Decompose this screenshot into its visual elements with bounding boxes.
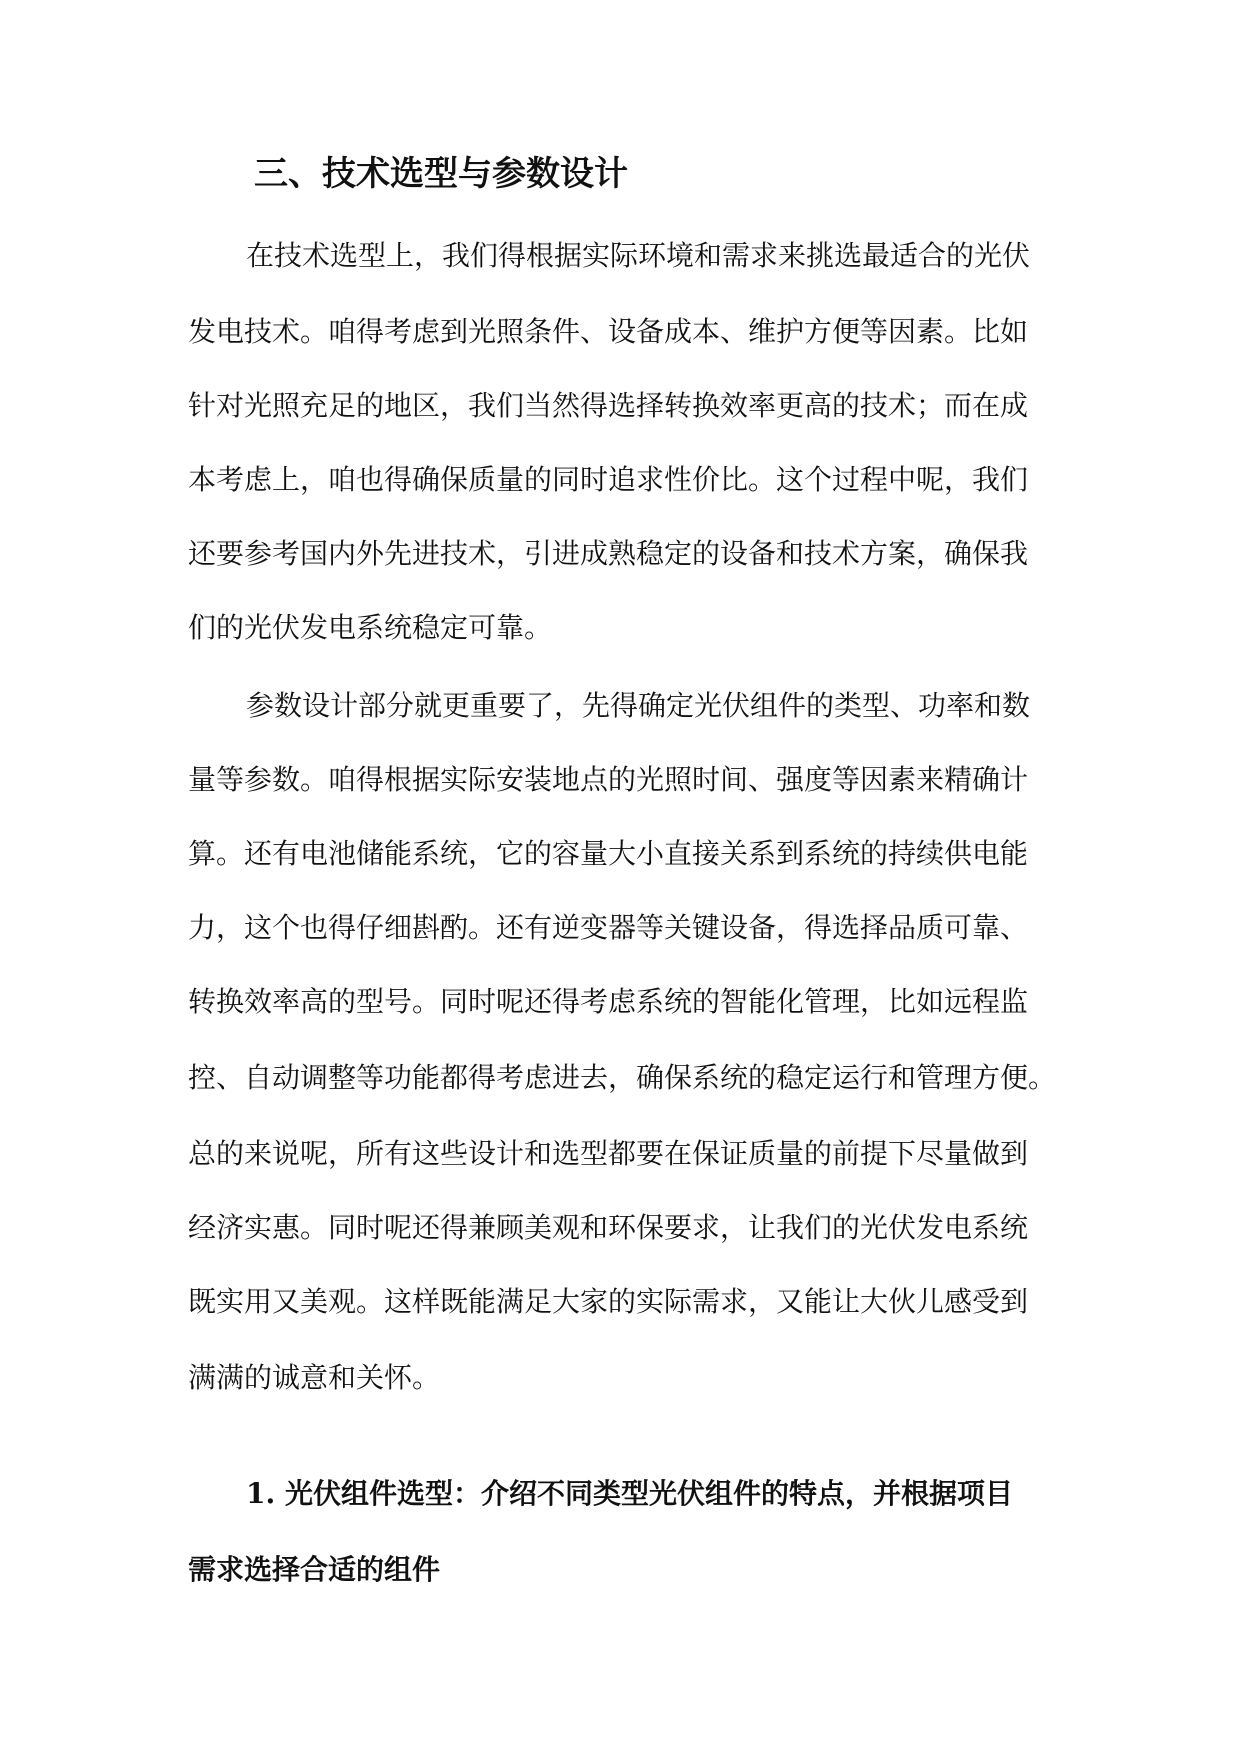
paragraph-2-line-7: 总的来说呢，所有这些设计和选型都要在保证质量的前提下尽量做到 bbox=[188, 1137, 1029, 1170]
section-heading: 三、技术选型与参数设计 bbox=[254, 154, 628, 194]
paragraph-2-line-5: 转换效率高的型号。同时呢还得考虑系统的智能化管理，比如远程监 bbox=[188, 985, 1029, 1018]
paragraph-1-line-1: 在技术选型上，我们得根据实际环境和需求来挑选最适合的光伏 bbox=[246, 239, 1031, 272]
paragraph-2-line-6: 控、自动调整等功能都得考虑进去，确保系统的稳定运行和管理方便。 bbox=[188, 1061, 1057, 1094]
subheading-line-2: 需求选择合适的组件 bbox=[188, 1553, 441, 1586]
paragraph-1-line-6: 们的光伏发电系统稳定可靠。 bbox=[188, 611, 553, 644]
paragraph-2-line-1: 参数设计部分就更重要了，先得确定光伏组件的类型、功率和数 bbox=[246, 689, 1031, 722]
paragraph-2-line-10: 满满的诚意和关怀。 bbox=[188, 1361, 441, 1394]
paragraph-1-line-4: 本考虑上，咱也得确保质量的同时追求性价比。这个过程中呢，我们 bbox=[188, 463, 1029, 496]
paragraph-1-line-5: 还要参考国内外先进技术，引进成熟稳定的设备和技术方案，确保我 bbox=[188, 537, 1029, 570]
paragraph-2-line-9: 既实用又美观。这样既能满足大家的实际需求，又能让大伙儿感受到 bbox=[188, 1285, 1029, 1318]
paragraph-2-line-3: 算。还有电池储能系统，它的容量大小直接关系到系统的持续供电能 bbox=[188, 837, 1029, 870]
subheading-line-1: 1. 光伏组件选型：介绍不同类型光伏组件的特点，并根据项目 bbox=[246, 1477, 1013, 1510]
paragraph-2-line-4: 力，这个也得仔细斟酌。还有逆变器等关键设备，得选择品质可靠、 bbox=[188, 911, 1029, 944]
paragraph-1-line-2: 发电技术。咱得考虑到光照条件、设备成本、维护方便等因素。比如 bbox=[188, 315, 1029, 348]
paragraph-1-line-3: 针对光照充足的地区，我们当然得选择转换效率更高的技术；而在成 bbox=[188, 389, 1029, 422]
paragraph-2-line-2: 量等参数。咱得根据实际安装地点的光照时间、强度等因素来精确计 bbox=[188, 763, 1029, 796]
paragraph-2-line-8: 经济实惠。同时呢还得兼顾美观和环保要求，让我们的光伏发电系统 bbox=[188, 1211, 1029, 1244]
